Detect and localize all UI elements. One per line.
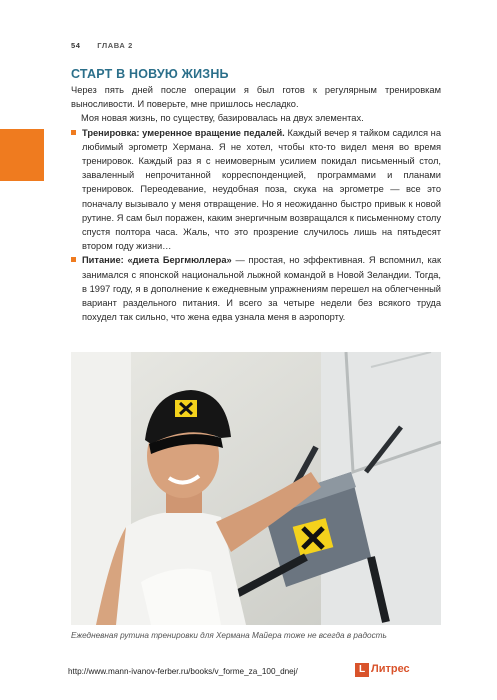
chapter-label: ГЛАВА 2	[97, 41, 133, 50]
photo-illustration	[71, 352, 441, 625]
bullet-training	[71, 126, 441, 254]
bullet-lead: Тренировка: умеренное вращение педалей.	[82, 127, 285, 138]
page-number: 54	[71, 41, 81, 50]
photo-caption: Ежедневная рутина тренировки для Хермана Майера тоже не всегда в радость	[71, 631, 387, 640]
body-text	[71, 83, 441, 324]
running-head	[71, 41, 133, 50]
litres-logo-icon: L	[355, 663, 369, 677]
chapter-tab-marker	[0, 129, 44, 181]
bullet-square-icon	[71, 130, 76, 135]
bullet-square-icon	[71, 257, 76, 262]
bullet-lead: Питание: «диета Бергмюллера»	[82, 255, 232, 266]
bullet-text: — простая, но эффективная. Я вспомнил, как занимался с японской национальной лыжной командой в Новой Зеландии. Тогда, в 1997 году, я в дополнение к ежедневным упражнениям перешел на облегченный вариант раздельного питания. И всего за четыре недели без всякого труда похудел так сильно, что жена едва узнала меня в аэропорту.	[82, 255, 442, 323]
life-paragraph: Моя новая жизнь, по существу, базировалась на двух элементах.	[81, 113, 364, 124]
bullet-nutrition	[71, 253, 441, 324]
training-photo	[71, 352, 441, 625]
litres-watermark: Литрес	[371, 663, 410, 675]
source-url-link[interactable]: http://www.mann-ivanov-ferber.ru/books/v_forme_za_100_dnej/	[68, 667, 298, 676]
intro-paragraph: Через пять дней после операции я был готов к регулярным тренировкам выносливости. И поверьте, мне пришлось несладко.	[71, 85, 441, 110]
bullet-text: Каждый вечер я тайком садился на любимый эргометр Хермана. Я не хотел, чтобы кто-то видел меня во время тренировок. Каждый раз я с неимоверным усилием покидал письменный стол, заваленный непрочитанной корреспонденцией, программами и планами тренировок. Переодевание, неудобная поза, скука на эргометре — все это поначалу вызывало у меня отвращение. Но я неожиданно быстро привык к новой рутине. Я сам был поражен, каким энергичным возвращался к письменному столу спустя полтора часа. Жаль, что это прозрение случилось лишь на пятьдесят втором году жизни…	[82, 127, 441, 252]
section-heading: СТАРТ В НОВУЮ ЖИЗНЬ	[71, 67, 229, 81]
